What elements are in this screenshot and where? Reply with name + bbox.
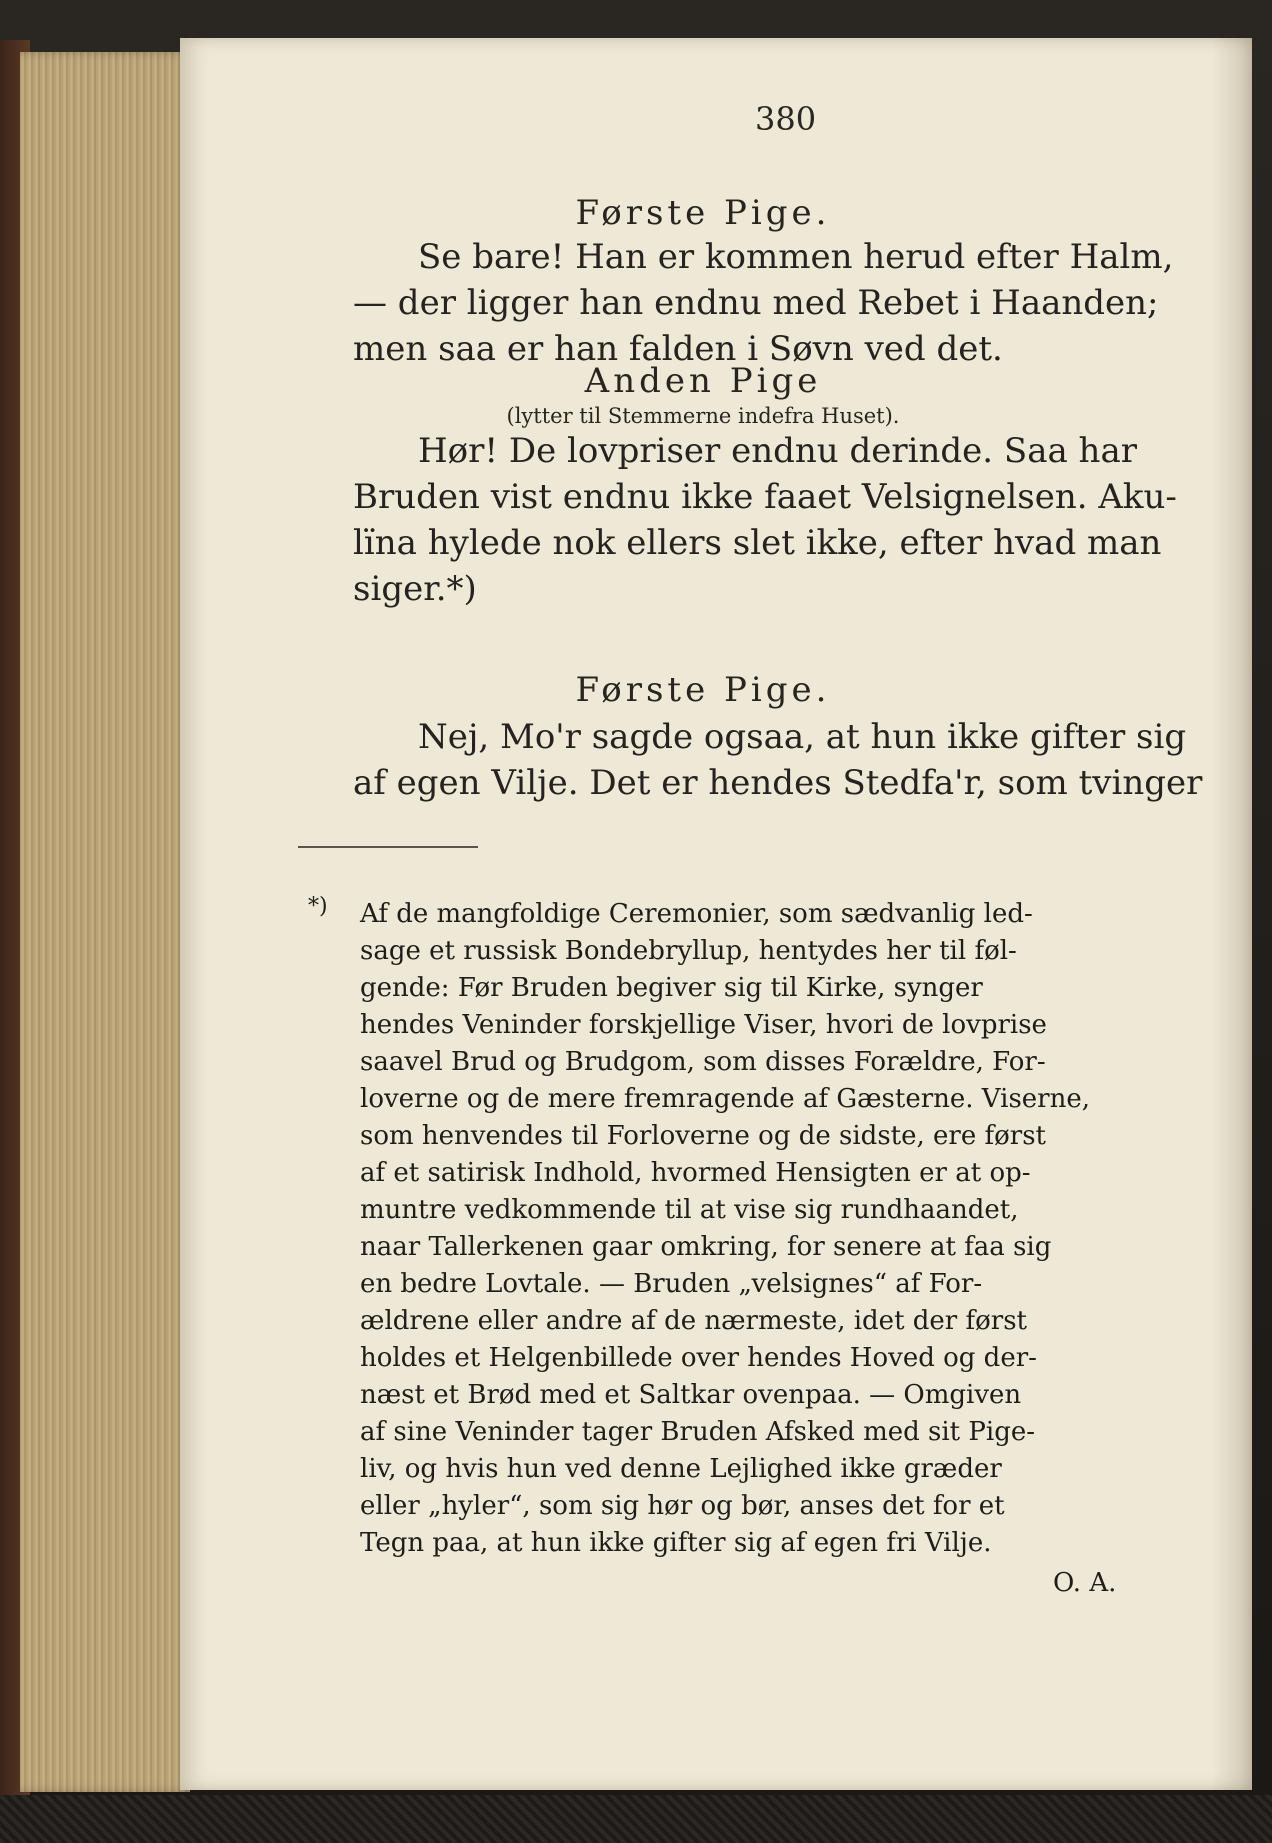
page-number: 380: [755, 100, 817, 138]
footnote-line: Af de mangfoldige Ceremonier, som sædvanlig led-: [360, 899, 1033, 929]
text-line: Hør! De lovpriser endnu derinde. Saa har: [418, 431, 1137, 471]
footnote-marker: *): [308, 894, 328, 919]
text-line: siger.*): [353, 569, 477, 609]
page-edges: [20, 52, 190, 1792]
footnote-signature: O. A.: [1053, 1568, 1117, 1598]
speaker-heading-3: Første Pige.: [575, 670, 831, 710]
footnote-line: Tegn paa, at hun ikke gifter sig af egen fri Vilje.: [360, 1528, 992, 1558]
footnote-line: holdes et Helgenbillede over hendes Hoved og der-: [360, 1343, 1037, 1373]
text-line: Bruden vist endnu ikke faaet Velsignelsen. Aku-: [353, 477, 1177, 517]
text-line: — der ligger han endnu med Rebet i Haanden;: [353, 283, 1159, 323]
footnote-line: en bedre Lovtale. — Bruden „velsignes“ af For-: [360, 1269, 983, 1299]
footnote-line: af et satirisk Indhold, hvormed Hensigten er at op-: [360, 1158, 1031, 1188]
footnote-line: saavel Brud og Brudgom, som disses Forældre, For-: [360, 1047, 1046, 1077]
text-line: men saa er han falden i Søvn ved det.: [353, 329, 1003, 369]
stage-direction: (lytter til Stemmerne indefra Huset).: [506, 404, 900, 428]
footnote-line: sage et russisk Bondebryllup, hentydes her til føl-: [360, 936, 1017, 966]
text-line: lïna hylede nok ellers slet ikke, efter hvad man: [353, 523, 1162, 563]
speaker-heading-2: Anden Pige: [584, 361, 822, 401]
footnote-line: muntre vedkommende til at vise sig rundhaandet,: [360, 1195, 1019, 1225]
footnote-line: eller „hyler“, som sig hør og bør, anses det for et: [360, 1491, 1005, 1521]
footnote-line: gende: Før Bruden begiver sig til Kirke, synger: [360, 973, 983, 1003]
footnote-line: af sine Veninder tager Bruden Afsked med sit Pige-: [360, 1417, 1036, 1447]
footnote: [308, 894, 1150, 1562]
footnote-line: som henvendes til Forloverne og de sidste, ere først: [360, 1121, 1046, 1151]
speaker-heading-1: Første Pige.: [575, 193, 831, 233]
text-line: af egen Vilje. Det er hendes Stedfa'r, som tvinger: [353, 763, 1203, 803]
dialogue-paragraph-2: [353, 428, 1213, 612]
footnote-line: hendes Veninder forskjellige Viser, hvori de lovprise: [360, 1010, 1047, 1040]
page-shadow: [1212, 38, 1252, 1790]
footnote-line: næst et Brød med et Saltkar ovenpaa. — Omgiven: [360, 1380, 1022, 1410]
bottom-strap: [0, 1795, 1272, 1843]
dialogue-paragraph-3: [353, 714, 1213, 806]
footnote-line: ældrene eller andre af de nærmeste, idet der først: [360, 1306, 1027, 1336]
footnote-line: naar Tallerkenen gaar omkring, for senere at faa sig: [360, 1232, 1052, 1262]
text-line: Nej, Mo'r sagde ogsaa, at hun ikke gifter sig: [418, 717, 1187, 757]
text-line: Se bare! Han er kommen herud efter Halm,: [418, 237, 1174, 277]
footnote-divider: [298, 846, 478, 848]
book-page: [180, 38, 1252, 1790]
dialogue-paragraph-1: [353, 234, 1213, 372]
footnote-line: loverne og de mere fremragende af Gæsterne. Viserne,: [360, 1084, 1090, 1114]
footnote-line: liv, og hvis hun ved denne Lejlighed ikke græder: [360, 1454, 1002, 1484]
